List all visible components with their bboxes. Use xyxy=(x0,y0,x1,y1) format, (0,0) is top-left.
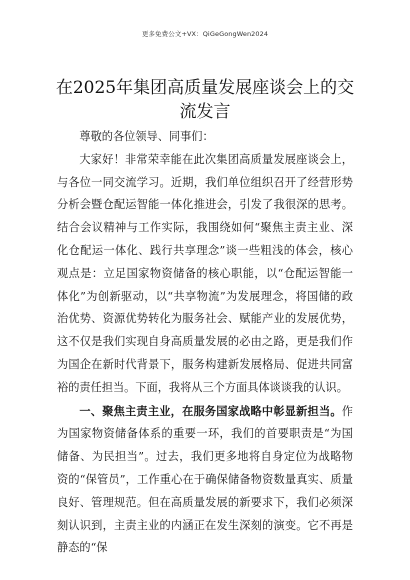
section-1-text: 作为国家物资储备体系的重要一环，我们的首要职责是“为国储备、为民担当”。过去，我们更多地将自身定位为战略物资的“保管员”，工作重心在于确保储备物资数量真实、质量良好、管理规范。但在高质量发展的新要求下，我们必须深刻认识到，主责主业的内涵正在发生深刻的演变。它不再是静态的“保 xyxy=(57,404,353,555)
section-1-heading: 一、聚焦主责主业，在服务国家战略中彰显新担当。 xyxy=(79,403,342,418)
header-note: 更多免费公文+VX：QiGeGongWen2024 xyxy=(141,30,269,38)
paragraph-intro: 大家好！非常荣幸能在此次集团高质量发展座谈会上，与各位一同交流学习。近期，我们单位组织召开了经营形势分析会暨仓配运智能一体化推进会，引发了我很深的思考。结合会议精神与工作实际，我围绕如何“聚焦主责主业、深化仓配运一体化、践行共享理念”谈一些粗浅的体会，核心观点是：立足国家物资储备的核心职能，以“仓配运智能一体化”为创新驱动，以“共享物流”为发展理念，将国储的政治优势、资源优势转化为服务社会、赋能产业的发展优势，这不仅是我们实现自身高质量发展的必由之路，更是我们作为国企在新时代背景下，服务构建新发展格局、促进共同富裕的责任担当。下面，我将从三个方面具体谈谈我的认识。 xyxy=(57,152,353,394)
paragraph-section-1 xyxy=(57,400,353,561)
document-body xyxy=(57,126,353,560)
salutation: 尊敬的各位领导、同事们： xyxy=(79,130,214,143)
page-title: 在2025年集团高质量发展座谈会上的交流发言 xyxy=(55,78,355,122)
